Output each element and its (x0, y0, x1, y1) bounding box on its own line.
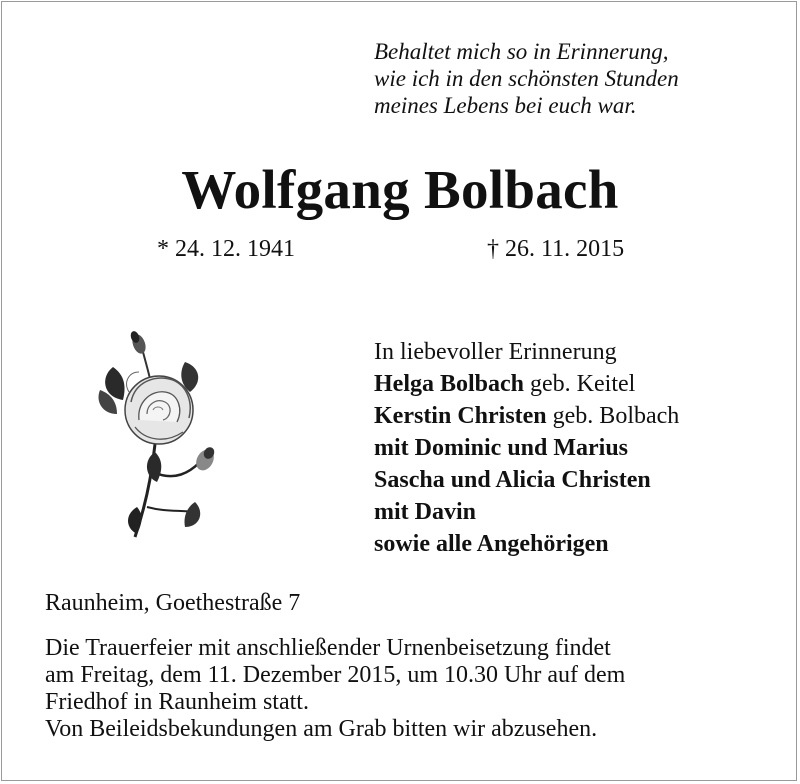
mourner-maiden-name: geb. Keitel (524, 371, 636, 397)
memorial-quote (374, 38, 774, 119)
mourners-list (374, 336, 679, 560)
mourners-intro: In liebevoller Erinnerung (374, 339, 617, 365)
mourner-line: mit Dominic und Marius (374, 435, 629, 461)
funeral-details (45, 635, 775, 743)
details-line: am Freitag, dem 11. Dezember 2015, um 10.30 Uhr auf dem (45, 662, 626, 688)
mourner-line: mit Davin (374, 499, 476, 525)
mourner-name: Kerstin Christen (374, 403, 547, 429)
mourner-name: Helga Bolbach (374, 371, 525, 397)
quote-line: Behaltet mich so in Erinnerung, (374, 39, 669, 64)
details-line: Von Beileidsbekundungen am Grab bitten wir abzusehen. (45, 716, 598, 742)
death-date: † 26. 11. 2015 (487, 236, 625, 262)
quote-line: meines Lebens bei euch war. (374, 93, 637, 118)
mourner-line (374, 400, 679, 432)
rose-illustration (95, 322, 225, 544)
quote-line: wie ich in den schönsten Stunden (374, 66, 679, 91)
birth-date: * 24. 12. 1941 (157, 236, 295, 262)
mourner-maiden-name: geb. Bolbach (546, 403, 680, 429)
details-line: Friedhof in Raunheim statt. (45, 689, 309, 715)
address: Raunheim, Goethestraße 7 (45, 590, 301, 616)
details-line: Die Trauerfeier mit anschließender Urnenbeisetzung findet (45, 635, 611, 661)
mourner-line: sowie alle Angehörigen (374, 531, 609, 557)
deceased-name: Wolfgang Bolbach (181, 159, 619, 220)
mourner-line: Sascha und Alicia Christen (374, 467, 651, 493)
mourner-line (374, 368, 679, 400)
